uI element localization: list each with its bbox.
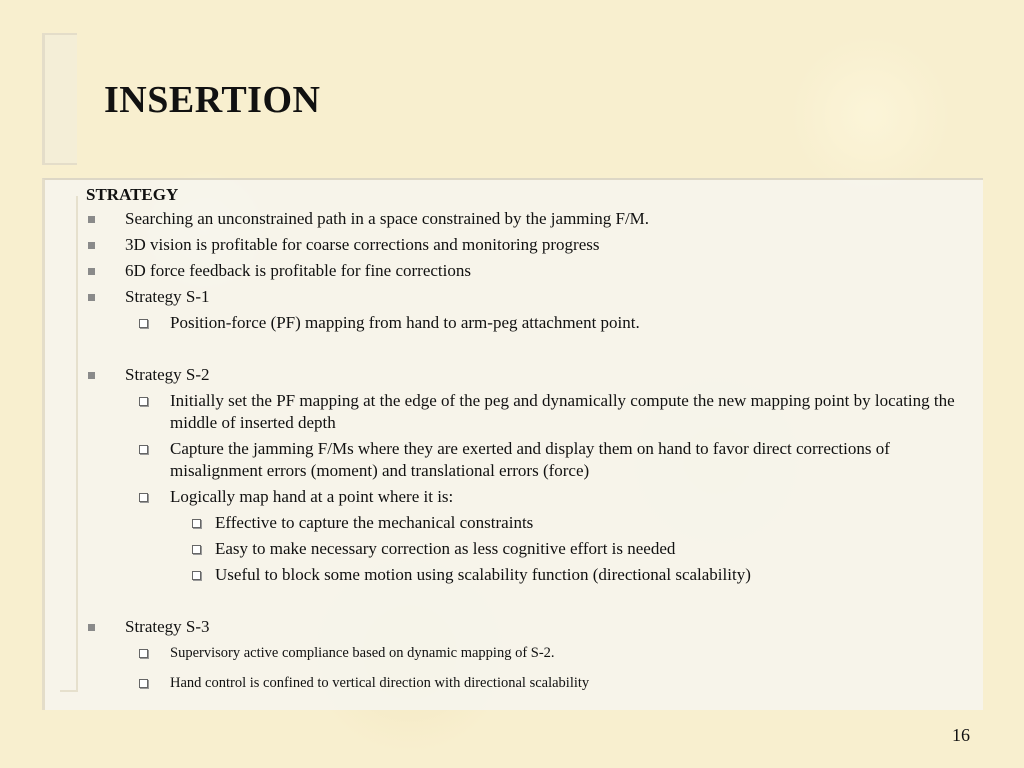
square-bullet-icon (88, 216, 95, 223)
sub-sub-bullet-item: Effective to capture the mechanical constraints (86, 512, 966, 538)
sub-bullet-item: Capture the jamming F/Ms where they are exerted and display them on hand to favor direct corrections of misalignment errors (moment) and translational errors (force) (86, 438, 966, 482)
hollow-square-bullet-icon (139, 397, 148, 406)
panel-inner-edge (60, 196, 78, 692)
hollow-square-bullet-icon (192, 545, 201, 554)
square-bullet-icon (88, 624, 95, 631)
slide-title: INSERTION (104, 79, 321, 121)
sub-bullet-item: Initially set the PF mapping at the edge of the peg and dynamically compute the new mapping point by locating the middle of inserted depth (86, 390, 966, 434)
hollow-square-bullet-icon (192, 519, 201, 528)
title-accent-bar (42, 33, 77, 165)
square-bullet-icon (88, 294, 95, 301)
bullet-item-strategy-s2: Strategy S-2 (86, 364, 966, 390)
strategy-heading: STRATEGY (86, 185, 179, 204)
sub-sub-bullet-item: Useful to block some motion using scalability function (directional scalability) (86, 564, 966, 590)
sub-bullet-item: Position-force (PF) mapping from hand to arm-peg attachment point. (86, 312, 966, 334)
sub-sub-bullet-item: Easy to make necessary correction as less cognitive effort is needed (86, 538, 966, 564)
slide-content (86, 184, 966, 698)
bullet-item: 3D vision is profitable for coarse corrections and monitoring progress (86, 234, 966, 260)
hollow-square-bullet-icon (139, 445, 148, 454)
square-bullet-icon (88, 372, 95, 379)
bullet-item: Searching an unconstrained path in a space constrained by the jamming F/M. (86, 208, 966, 234)
hollow-square-bullet-icon (139, 649, 148, 658)
sub-bullet-item: Supervisory active compliance based on dynamic mapping of S-2. (86, 642, 966, 668)
bullet-item: 6D force feedback is profitable for fine corrections (86, 260, 966, 286)
square-bullet-icon (88, 268, 95, 275)
bullet-item-strategy-s3: Strategy S-3 (86, 616, 966, 642)
hollow-square-bullet-icon (139, 493, 148, 502)
hollow-square-bullet-icon (139, 319, 148, 328)
hollow-square-bullet-icon (139, 679, 148, 688)
square-bullet-icon (88, 242, 95, 249)
page-number: 16 (952, 725, 970, 745)
bullet-item-strategy-s1: Strategy S-1 (86, 286, 966, 312)
sub-bullet-item: Logically map hand at a point where it is: (86, 486, 966, 508)
spacer (86, 338, 966, 364)
sub-bullet-item: Hand control is confined to vertical direction with directional scalability (86, 672, 966, 694)
spacer (86, 590, 966, 616)
hollow-square-bullet-icon (192, 571, 201, 580)
